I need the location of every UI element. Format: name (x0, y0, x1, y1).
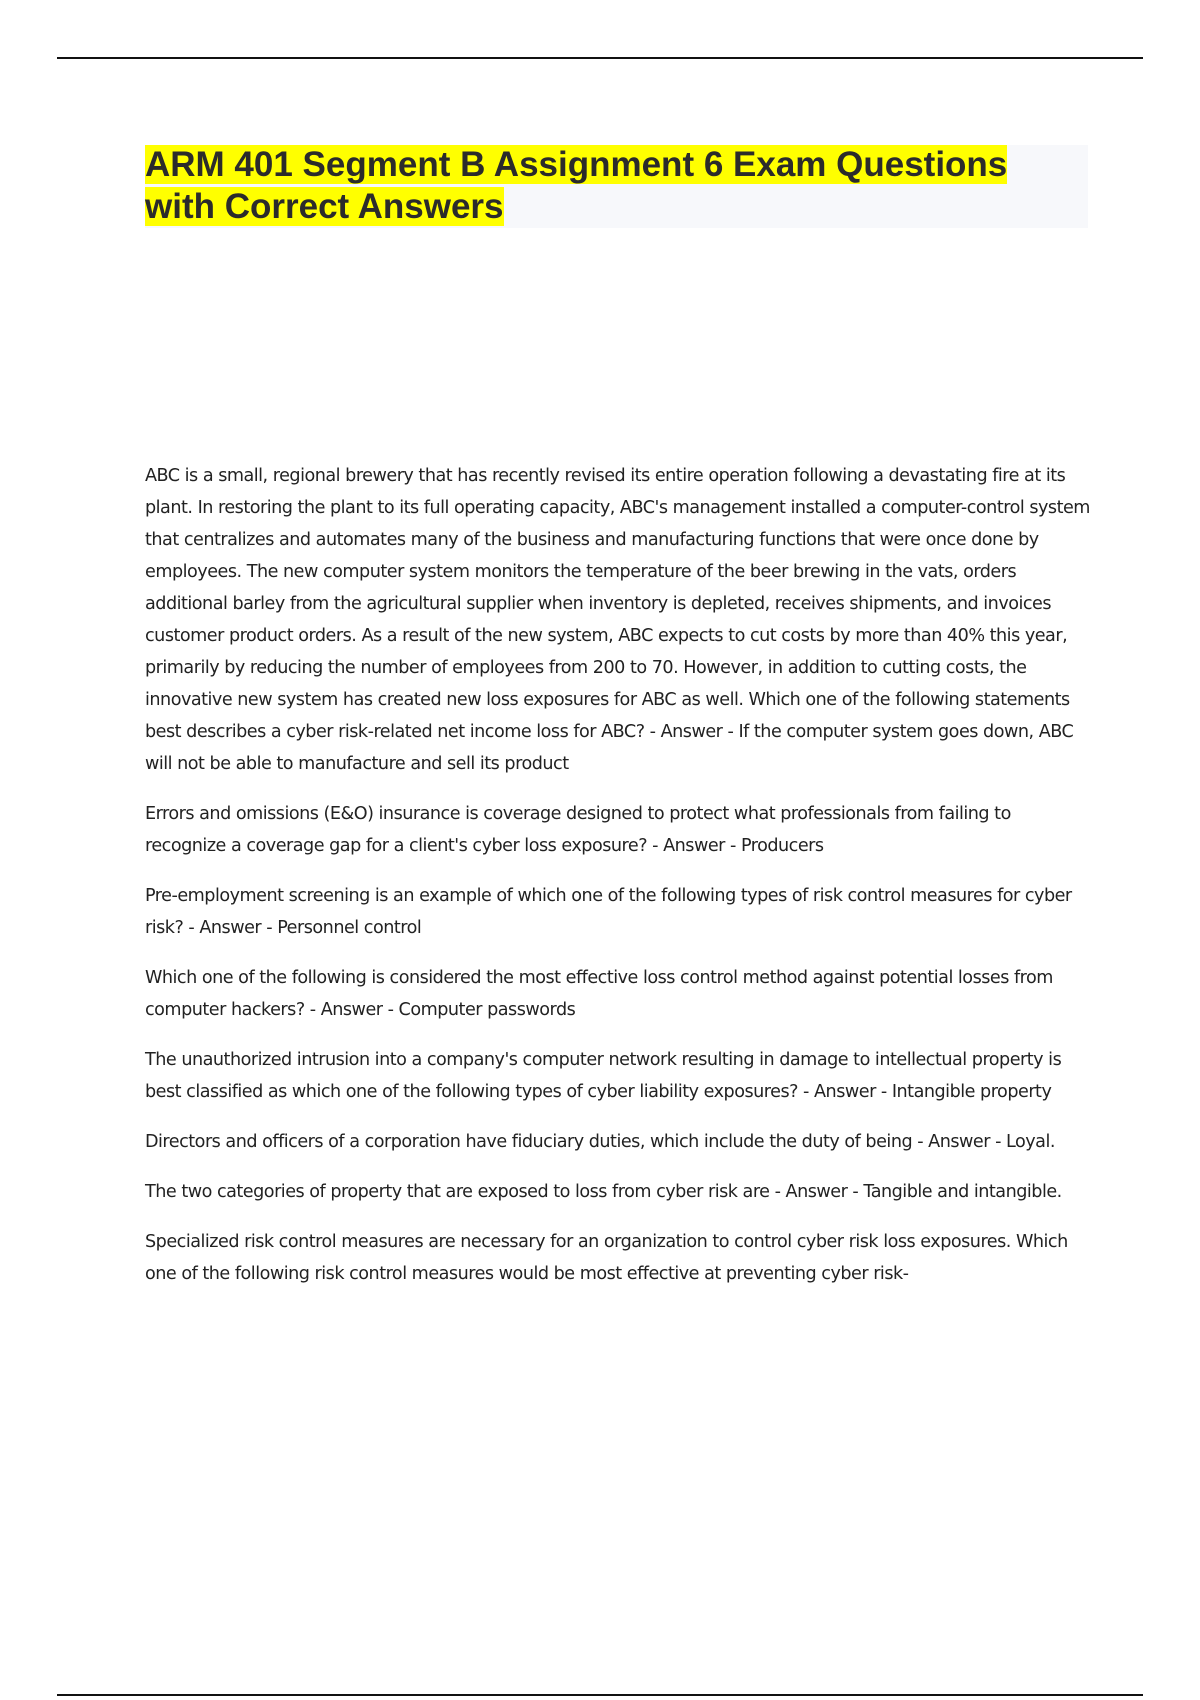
answer-separator: - Answer - (912, 1132, 1007, 1152)
answer-separator: - Answer - (647, 836, 741, 856)
qa-item (145, 798, 1090, 862)
answer-text: Personnel control (277, 918, 422, 938)
answer-text: Producers (740, 836, 824, 856)
qa-item (145, 880, 1090, 944)
question-text: The unauthorized intrusion into a company's computer network resulting in damage to intellectual property is best classified as which one of the following types of cyber liability exposures? (145, 1050, 1062, 1102)
title-line-2: with Correct Answers (145, 187, 504, 226)
title-highlight (145, 145, 1007, 226)
qa-item (145, 962, 1090, 1026)
qa-item (145, 1176, 1090, 1208)
question-list (145, 460, 1090, 1308)
qa-item (145, 1226, 1090, 1290)
answer-text: Loyal. (1006, 1132, 1055, 1152)
title-line-1: ARM 401 Segment B Assignment 6 Exam Questions (145, 145, 1008, 184)
question-text: Pre-employment screening is an example of which one of the following types of risk control measures for cyber risk? (145, 886, 1072, 938)
answer-text: Intangible property (891, 1082, 1052, 1102)
question-text: Errors and omissions (E&O) insurance is coverage designed to protect what professionals from failing to recognize a coverage gap for a client's cyber loss exposure? (145, 804, 1011, 856)
answer-separator: - Answer - (644, 722, 739, 742)
question-text: Directors and officers of a corporation have fiduciary duties, which include the duty of being (145, 1132, 913, 1152)
qa-item (145, 1044, 1090, 1108)
qa-item (145, 460, 1090, 780)
qa-item (145, 1126, 1090, 1158)
answer-separator: - Answer - (183, 918, 278, 938)
answer-separator: - Answer - (769, 1182, 864, 1202)
document-title (145, 144, 1075, 228)
answer-text: If the computer system goes down, ABC will not be able to manufacture and sell its product (145, 722, 1074, 774)
question-text: The two categories of property that are exposed to loss from cyber risk are (145, 1182, 770, 1202)
answer-text: Computer passwords (398, 1000, 576, 1020)
question-text: ABC is a small, regional brewery that has recently revised its entire operation following a devastating fire at its plant. In restoring the plant to its full operating capacity, ABC's management installed a computer-control system that centralizes and automates many of the business and manufacturing functions that were once done by employees. The new computer system monitors the temperature of the beer brewing in the vats, orders additional barley from the agricultural supplier when inventory is depleted, receives shipments, and invoices customer product orders. As a result of the new system, ABC expects to cut costs by more than 40% this year, primarily by reducing the number of employees from 200 to 70. However, in addition to cutting costs, the innovative new system has created new loss exposures for ABC as well. Which one of the following statements best describes a cyber risk-related net income loss for ABC? (145, 466, 1090, 742)
answer-separator: - Answer - (797, 1082, 892, 1102)
question-text: Which one of the following is considered the most effective loss control method against potential losses from computer hackers? (145, 968, 1053, 1020)
answer-text: Tangible and intangible. (863, 1182, 1062, 1202)
question-text: Specialized risk control measures are necessary for an organization to control cyber risk loss exposures. Which one of the following risk control measures would be most effective at preventing cyber risk- (145, 1232, 1068, 1284)
answer-separator: - Answer - (304, 1000, 399, 1020)
footer-rule (57, 1694, 1143, 1696)
header-rule (57, 57, 1143, 59)
